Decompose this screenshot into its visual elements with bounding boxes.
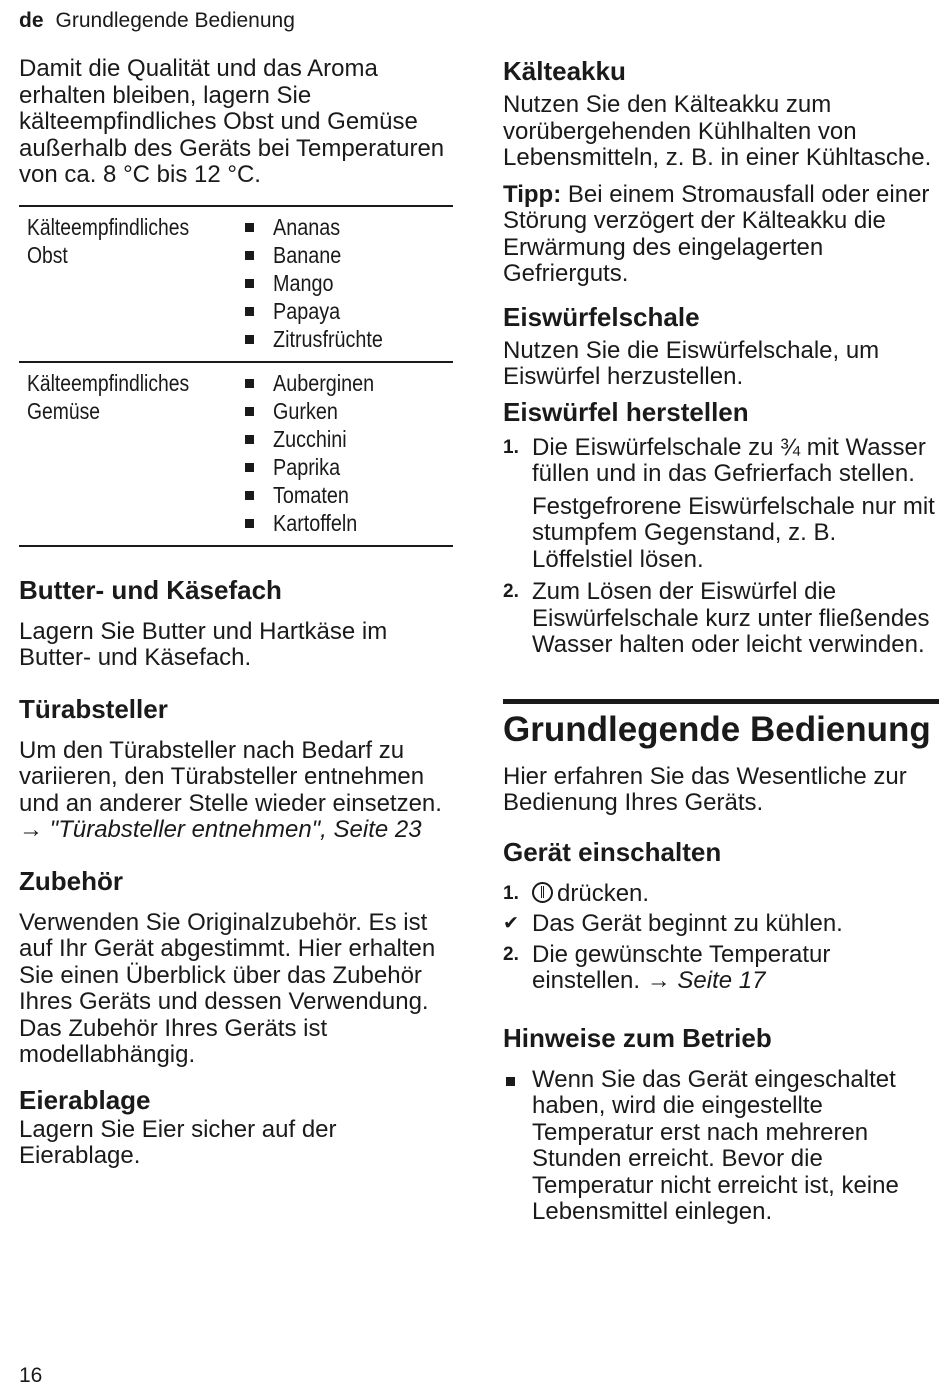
list-item: Banane xyxy=(243,241,453,269)
list-item: Wenn Sie das Gerät eingeschaltet haben, wird die eingestellte Temperatur erst nach mehreren Stunden erreicht. Bevor die Temperatur nicht erreicht ist, keine Lebensmittel einlegen. xyxy=(503,1067,939,1226)
section-heading-eierablage: Eierablage xyxy=(19,1084,151,1115)
chapter-heading: Grundlegende Bedienung xyxy=(503,709,931,749)
list-item: Zucchini xyxy=(243,425,453,453)
table-row xyxy=(19,362,453,546)
section-heading-butter: Butter- und Käsefach xyxy=(19,574,282,605)
step-item: 2. Zum Lösen der Eiswürfel die Eiswürfelschale kurz unter fließendes Wasser halten oder leicht verwinden. xyxy=(503,578,930,658)
bullet-list xyxy=(503,1067,939,1226)
steps-list xyxy=(503,435,939,659)
list-item: Papaya xyxy=(243,297,453,325)
category-cell: Kälteempfindliches Gemüse xyxy=(27,369,190,424)
eiswuerfelschale-text: Nutzen Sie die Eiswürfelschale, um Eiswürfel herzustellen. xyxy=(503,336,880,390)
tip-text: Bei einem Stromausfall oder einer Störung verzögert der Kälteakku die Erwärmung des eingelagerten Gefrierguts. xyxy=(503,180,930,287)
list-item: Zitrusfrüchte xyxy=(243,325,453,353)
section-heading-zubehoer: Zubehör xyxy=(19,865,123,896)
list-item: Gurken xyxy=(243,397,453,425)
table-row xyxy=(19,206,453,362)
right-column xyxy=(503,56,939,1226)
step-item: 1. Die Eiswürfelschale zu ¾ mit Wasser füllen und in das Gefrierfach stellen. Festgefrorene Eiswürfelschale nur mit stumpfem Gegenstand, z. B. Löffelstiel lösen. xyxy=(503,435,939,574)
result-item: ✔ Das Gerät beginnt zu kühlen. xyxy=(503,910,843,937)
items-cell xyxy=(243,362,453,546)
header-title: Grundlegende Bedienung xyxy=(55,9,295,32)
tip-label: Tipp: xyxy=(503,180,562,208)
list-item: Mango xyxy=(243,269,453,297)
language-code: de xyxy=(19,9,44,32)
section-heading-tuerabsteller: Türabsteller xyxy=(19,693,168,724)
section-heading-einschalten: Gerät einschalten xyxy=(503,836,722,867)
bedienung-text: Hier erfahren Sie das Wesentliche zur Bedienung Ihres Geräts. xyxy=(503,762,907,816)
steps-list xyxy=(503,881,939,908)
list-item: Tomaten xyxy=(243,481,453,509)
list-item: Kartoffeln xyxy=(243,509,453,537)
list-item: Auberginen xyxy=(243,369,453,397)
section-heading-kaelteakku: Kälteakku xyxy=(503,56,626,86)
tip-paragraph xyxy=(503,182,939,288)
tuerabsteller-text: Um den Türabsteller nach Bedarf zu variieren, den Türabsteller entnehmen und an anderer Stelle wieder einsetzen. xyxy=(19,736,442,817)
section-heading-eiswuerfelschale: Eiswürfelschale xyxy=(503,301,700,332)
steps-list xyxy=(503,942,939,995)
checkmark-icon: ✔ xyxy=(503,913,519,934)
list-item: Ananas xyxy=(243,213,453,241)
chapter-heading-rule xyxy=(503,699,939,750)
list-item: Paprika xyxy=(243,453,453,481)
page-number: 16 xyxy=(19,1364,43,1387)
step-item: 2. Die gewünschte Temperatur einstellen. → Seite 17 xyxy=(503,940,831,994)
category-cell: Kälteempfindliches Obst xyxy=(27,213,190,268)
left-column xyxy=(19,56,455,1170)
kaelteakku-text: Nutzen Sie den Kälteakku zum vorübergehenden Kühlhalten von Lebensmitteln, z. B. in einer Kühltasche. xyxy=(503,91,932,171)
intro-text: Damit die Qualität und das Aroma erhalten bleiben, lagern Sie kälteempfindliches Obst und Gemüse außerhalb des Geräts bei Temperaturen von ca. 8 °C bis 12 °C. xyxy=(19,55,445,188)
butter-text: Lagern Sie Butter und Hartkäse im Butter- und Käsefach. xyxy=(19,617,388,671)
cross-reference-link[interactable]: → Seite 17 xyxy=(646,967,766,994)
page-header xyxy=(19,9,295,33)
eierablage-text: Lagern Sie Eier sicher auf der Eierablage. xyxy=(19,1115,337,1169)
zubehoer-text: Verwenden Sie Originalzubehör. Es ist auf Ihr Gerät abgestimmt. Hier erhalten Sie einen Überblick über das Zubehör Ihres Geräts und dessen Verwendung. xyxy=(19,908,436,1015)
zubehoer-note: Das Zubehör Ihres Geräts ist modellabhängig. xyxy=(19,1014,328,1068)
produce-table xyxy=(19,205,453,547)
items-cell xyxy=(243,206,453,362)
step-note: Festgefrorene Eiswürfelschale nur mit stumpfem Gegenstand, z. B. Löffelstiel lösen. xyxy=(532,492,935,573)
section-heading-hinweise: Hinweise zum Betrieb xyxy=(503,1022,772,1053)
power-button-icon xyxy=(532,882,553,903)
cross-reference-link[interactable]: → "Türabsteller entnehmen", Seite 23 xyxy=(19,816,422,843)
step-item: 1. drücken. xyxy=(503,879,650,907)
section-heading-eiswuerfel-herstellen: Eiswürfel herstellen xyxy=(503,396,749,427)
